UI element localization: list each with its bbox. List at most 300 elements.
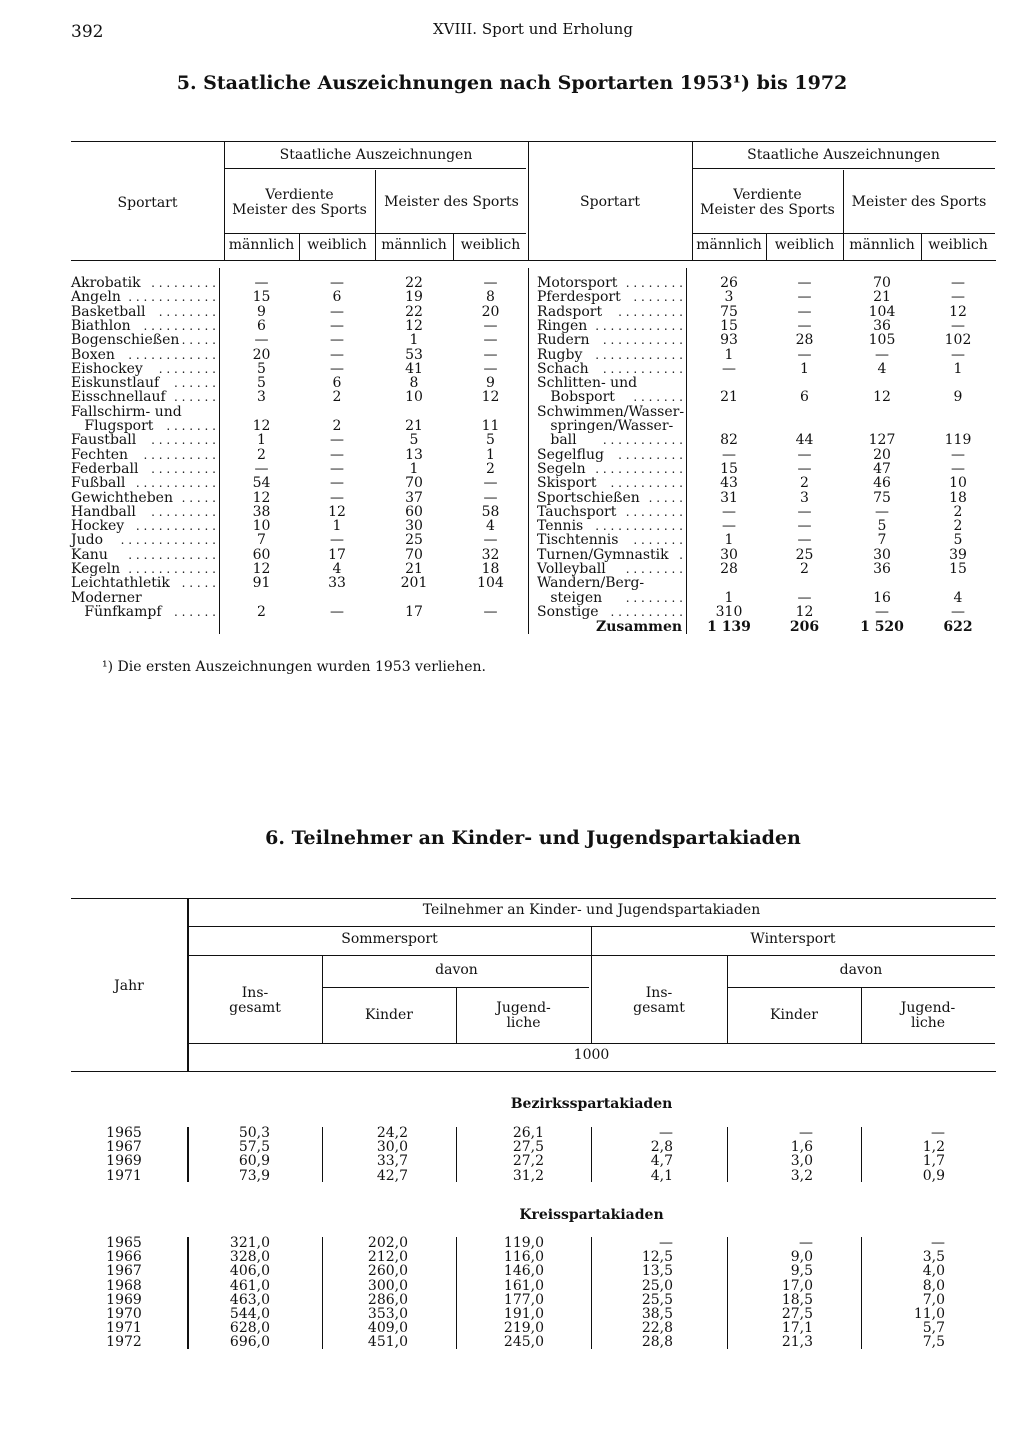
t6-row-value: 50,3	[238, 1125, 270, 1141]
t5-row-value: 36	[873, 561, 891, 577]
t5-row-value: 47	[873, 460, 891, 477]
t5-total-value: 1 520	[860, 619, 904, 635]
t5-row-value: —	[722, 518, 736, 535]
t5-sportart-header-left: Sportart	[117, 195, 178, 211]
t5-row-leader: . . . . . . . . . . .	[132, 476, 216, 491]
t5-row-value: —	[875, 346, 889, 363]
t5-row-leader: . . . . . . . . . .	[606, 604, 683, 619]
t5-row-value: 12	[252, 561, 271, 577]
t5-row-leader: . . . . . . . . .	[147, 433, 216, 448]
t5-row-label: Schach	[537, 360, 589, 377]
t5-row-label: Kegeln	[71, 561, 121, 577]
t5-row-value: 2	[332, 389, 342, 406]
t5-sportart-header-right: Sportart	[580, 194, 640, 210]
t5-row-label: Tauchsport	[537, 503, 617, 520]
t5-row-value: 30	[720, 546, 738, 563]
t5-row-value: —	[951, 275, 965, 291]
t5-row-value: 17	[405, 603, 423, 620]
t5-row-leader: . . . . . . . . . . . . .	[116, 533, 216, 548]
t5-row-label: Skisport	[537, 475, 597, 492]
t6-row-year: 1966	[106, 1249, 142, 1266]
t6-row-value: 13,5	[641, 1263, 673, 1280]
t5-row-value: 10	[252, 518, 271, 535]
t6-row-year: 1970	[106, 1306, 142, 1322]
t5-row-leader: . . . . .	[177, 576, 216, 591]
t5-row-leader: . . . . . . . . . .	[139, 318, 216, 333]
t6-row-value: 628,0	[229, 1320, 270, 1337]
t5-verdiente-header-right-1: Verdiente	[733, 187, 802, 203]
t6-row-value: 28,8	[641, 1334, 673, 1351]
t6-row-value: 21,3	[781, 1334, 813, 1351]
t5-row-label: Faustball	[71, 432, 137, 449]
t5-total-value: 1 139	[707, 619, 751, 635]
t5-row-value: 20	[873, 446, 891, 463]
t5-row-value: —	[951, 317, 965, 334]
t6-insgesamt-header-1a: Ins-	[241, 985, 269, 1001]
t5-row-value: 15	[720, 317, 738, 334]
t5-m-header-2: männlich	[381, 237, 447, 253]
t5-row-value: 119	[944, 432, 972, 449]
t5-row-leader: . . . . . . . . . . . .	[124, 290, 216, 305]
t5-row-leader: . . . . . . . .	[154, 304, 216, 319]
t5-row-label: Eishockey	[71, 360, 143, 377]
t5-row-label: Volleyball	[537, 561, 606, 577]
t6-row-value: 146,0	[503, 1263, 544, 1280]
t6-row-value: 191,0	[503, 1306, 544, 1322]
t6-row-value: 27,5	[512, 1139, 544, 1156]
t5-row-value: —	[330, 460, 344, 477]
t5-footnote: ¹) Die ersten Auszeichnungen wurden 1953 verliehen.	[102, 659, 486, 675]
t5-row-value: —	[330, 360, 344, 377]
t6-row-value: 409,0	[367, 1320, 408, 1337]
t6-row-value: 544,0	[229, 1306, 270, 1322]
t5-row-leader: . . . . . . . . . . . .	[591, 461, 683, 476]
t5-row-value: 2	[953, 518, 963, 535]
t5-row-label: Bogenschießen	[71, 332, 180, 349]
t5-row-value: 5	[486, 432, 495, 449]
t6-row-year: 1969	[106, 1153, 142, 1170]
t5-row-value: —	[797, 589, 812, 606]
t5-row-label: Rugby	[537, 346, 583, 363]
t5-row-value: —	[797, 289, 812, 306]
t5-row-value: 9	[486, 375, 495, 392]
t5-row-value: 12	[949, 303, 967, 320]
t5-row-value: 46	[873, 475, 891, 492]
t5-row-value: 2	[800, 475, 809, 492]
t5-row-value: 6	[800, 389, 809, 406]
t5-row-leader: . . . . . . . . . . . .	[591, 347, 683, 362]
t5-row-label: Akrobatik	[71, 275, 141, 291]
t5-row-value: 105	[868, 332, 896, 349]
t6-row-year: 1971	[106, 1320, 142, 1337]
t6-row-value: 11,0	[913, 1306, 945, 1322]
t6-row-value: 116,0	[503, 1249, 544, 1266]
t5-row-label: Boxen	[71, 346, 115, 363]
t5-row-leader: . . . . . .	[170, 376, 216, 391]
t5-row-value: 37	[405, 489, 423, 506]
t5-row-value: 127	[868, 432, 896, 449]
t5-row-label: Fallschirm- und	[71, 403, 182, 420]
t5-row-value: 75	[720, 303, 738, 320]
t5-row-label: Leichtathletik	[71, 575, 170, 592]
t6-jugend-header-1a: Jugend-	[496, 1000, 551, 1016]
t5-row-value: 16	[873, 589, 891, 606]
t5-row-value: 12	[252, 418, 271, 434]
t5-row-value: 6	[332, 375, 342, 392]
t5-row-value: 44	[795, 432, 814, 449]
t5-row-value: —	[797, 446, 812, 463]
t5-row-value: —	[254, 460, 269, 477]
t6-row-value: 22,8	[641, 1320, 673, 1337]
t5-row-label: Gewichtheben	[71, 489, 173, 506]
t6-row-value: 1,7	[922, 1153, 945, 1170]
t5-row-label: Judo	[71, 532, 104, 549]
running-head: XVIII. Sport und Erholung	[433, 20, 633, 38]
t6-row-value: 73,9	[238, 1167, 270, 1184]
t5-row-value: 31	[720, 489, 738, 506]
t5-row-value: —	[483, 346, 498, 363]
t5-row-value: 15	[252, 289, 271, 306]
t6-insgesamt-header-1b: gesamt	[229, 1000, 281, 1016]
t5-row-leader: . . . . . . . . . . .	[132, 519, 216, 534]
t5-row-value: —	[797, 460, 812, 477]
t5-row-leader: . . . . . . . . . . . .	[591, 519, 683, 534]
t5-row-value: —	[254, 275, 269, 291]
t6-row-value: 60,9	[238, 1153, 270, 1170]
t5-row-value: 91	[252, 575, 271, 592]
t6-row-value: 4,0	[922, 1263, 945, 1280]
t5-row-value: —	[797, 346, 812, 363]
t5-row-value: 5	[257, 360, 266, 377]
t5-row-value: —	[951, 460, 965, 477]
t6-row-value: 27,5	[781, 1306, 813, 1322]
t5-row-value: 70	[405, 475, 423, 492]
t6-davon-header-1: davon	[435, 962, 478, 978]
t5-row-value: 32	[481, 546, 500, 563]
t6-row-value: 0,9	[922, 1167, 945, 1184]
table6-title: 6. Teilnehmer an Kinder- und Jugendspartakiaden	[265, 827, 801, 849]
t5-row-value: 38	[252, 503, 271, 520]
t6-row-value: 25,5	[641, 1291, 673, 1308]
t6-row-value: 7,0	[922, 1291, 945, 1308]
t6-kinder-header-1: Kinder	[365, 1007, 413, 1023]
t6-row-value: 17,1	[781, 1320, 813, 1337]
t6-row-value: 353,0	[367, 1306, 408, 1322]
t6-row-value: 2,8	[650, 1139, 673, 1156]
t5-row-label: Rudern	[537, 332, 590, 349]
t5-row-value: 93	[720, 332, 738, 349]
t5-row-value: 1	[724, 532, 734, 549]
t5-row-value: —	[797, 275, 812, 291]
t5-m-header-3: männlich	[696, 237, 762, 253]
t5-row-value: —	[722, 446, 736, 463]
t5-row-leader: . . . . . . . . . . .	[599, 333, 683, 348]
t6-row-value: 219,0	[503, 1320, 544, 1337]
t5-row-value: 2	[257, 446, 266, 463]
t6-row-value: 12,5	[641, 1249, 673, 1266]
t5-row-value: 12	[873, 389, 891, 406]
t6-row-value: 245,0	[503, 1334, 544, 1351]
t5-row-leader: . . . . . . . . . .	[606, 476, 683, 491]
t5-row-value: 20	[481, 303, 500, 320]
t6-row-value: 260,0	[367, 1263, 408, 1280]
t5-row-value: 12	[252, 489, 271, 506]
t6-row-value: 3,0	[790, 1153, 813, 1170]
t5-row-value: 60	[252, 546, 271, 563]
t5-row-value: 5	[953, 532, 963, 549]
t5-row-value: 18	[481, 561, 500, 577]
t5-row-label: Basketball	[71, 303, 146, 320]
t5-row-value: 21	[405, 561, 423, 577]
t5-row-leader: . . . . . . . . . .	[139, 447, 216, 462]
t5-row-value: 2	[953, 503, 963, 520]
t5-row-value: 3	[800, 489, 809, 506]
t5-row-value: 58	[481, 503, 500, 520]
t6-row-value: 31,2	[512, 1167, 544, 1184]
t5-row-value: 2	[800, 561, 809, 577]
t5-row-value: 8	[409, 375, 419, 392]
t5-row-value: 7	[877, 532, 887, 549]
t5-verdiente-header-right-2: Meister des Sports	[700, 202, 835, 218]
t6-row-value: 119,0	[503, 1235, 544, 1251]
t6-row-year: 1965	[106, 1235, 142, 1251]
t5-row-value: 36	[873, 317, 891, 334]
t5-row-label: Pferdesport	[537, 289, 621, 306]
t5-meister-header-left: Meister des Sports	[384, 194, 519, 210]
t5-row-leader: . . . . . . .	[162, 419, 216, 433]
t6-row-value: 42,7	[376, 1167, 408, 1184]
t5-group-header-left: Staatliche Auszeichnungen	[279, 147, 473, 163]
t5-row-leader: . . . . . . . . .	[614, 304, 683, 319]
t5-row-leader: . . . . . . . . . . .	[599, 361, 683, 376]
t5-row-value: 19	[405, 289, 423, 306]
t5-row-value: 1	[409, 460, 419, 477]
t6-kinder-header-2: Kinder	[770, 1007, 818, 1023]
t5-row-value: 4	[332, 561, 342, 577]
t5-row-leader: . . . . . . .	[629, 290, 683, 305]
t5-row-value: 26	[720, 275, 738, 291]
t5-row-value: 60	[405, 503, 423, 520]
t5-row-label: Segelflug	[537, 446, 604, 463]
t6-row-value: 461,0	[229, 1277, 270, 1294]
t5-row-value: —	[330, 275, 344, 291]
t6-row-year: 1965	[106, 1125, 142, 1141]
t5-row-value: 10	[405, 389, 423, 406]
t6-davon-header-2: davon	[839, 962, 883, 978]
t6-row-value: 57,5	[238, 1139, 270, 1156]
t5-row-value: —	[330, 532, 344, 549]
t5-row-value: —	[483, 489, 498, 506]
t5-row-label: Schwimmen/Wasser-	[537, 403, 685, 420]
t5-row-label: Eisschnellauf	[71, 389, 166, 406]
t5-row-value: 6	[257, 317, 266, 334]
t5-verdiente-header-left-2: Meister des Sports	[232, 202, 367, 218]
t5-w-header-2: weiblich	[460, 237, 521, 253]
t5-row-value: —	[722, 503, 736, 520]
t5-row-value: 8	[486, 289, 495, 306]
t6-row-value: —	[799, 1125, 813, 1141]
t5-row-value: —	[330, 346, 344, 363]
t5-row-value: 9	[953, 389, 963, 406]
t5-row-value: 22	[405, 275, 423, 291]
t5-row-value: —	[483, 603, 498, 620]
t5-row-label: Sonstige	[537, 603, 599, 620]
t6-row-year: 1971	[106, 1167, 142, 1184]
t6-row-year: 1972	[106, 1334, 142, 1351]
t5-row-value: 15	[720, 460, 738, 477]
t6-row-value: 24,2	[376, 1125, 408, 1141]
t5-row-label: springen/Wasser-	[537, 418, 674, 434]
table5-title: 5. Staatliche Auszeichnungen nach Sportarten 1953¹) bis 1972	[176, 72, 848, 94]
t6-row-value: —	[799, 1235, 813, 1251]
t6-row-value: 7,5	[922, 1334, 945, 1351]
t5-row-leader: . . . . . . . .	[621, 276, 683, 290]
t6-row-value: 212,0	[367, 1249, 408, 1266]
t5-row-label: Radsport	[537, 303, 603, 320]
t5-row-value: 17	[328, 546, 346, 563]
t6-row-value: 328,0	[229, 1249, 270, 1266]
t6-row-value: 696,0	[229, 1334, 270, 1351]
t5-row-value: 6	[332, 289, 342, 306]
t6-row-year: 1967	[106, 1263, 142, 1280]
t5-row-value: 2	[486, 460, 495, 477]
t5-row-leader: . . . . . . . .	[621, 504, 683, 519]
t5-row-value: —	[797, 503, 812, 520]
t5-row-value: 1	[486, 446, 495, 463]
t5-m-header-4: männlich	[849, 237, 915, 253]
t5-row-value: 25	[795, 546, 814, 563]
t5-row-value: 1	[332, 518, 342, 535]
t5-row-leader: . . . . . . . . .	[147, 461, 216, 476]
t6-row-value: 4,1	[650, 1167, 673, 1184]
t6-row-value: —	[931, 1235, 945, 1251]
t5-row-value: 33	[328, 575, 346, 592]
t6-row-value: —	[931, 1125, 945, 1141]
t5-row-label: Flugsport	[71, 418, 154, 434]
t6-jahr-header: Jahr	[114, 978, 144, 994]
t6-jugend-header-2a: Jugend-	[900, 1000, 956, 1016]
t5-row-label: Biathlon	[71, 317, 131, 334]
t5-meister-header-right: Meister des Sports	[851, 194, 987, 210]
t5-row-value: —	[483, 332, 498, 349]
t6-row-value: 26,1	[512, 1125, 544, 1141]
t5-row-value: 18	[949, 489, 967, 506]
t6-row-value: 321,0	[229, 1235, 270, 1251]
t5-row-label: Wandern/Berg-	[537, 575, 645, 592]
t6-row-value: 9,0	[790, 1249, 813, 1266]
t6-row-value: —	[659, 1125, 673, 1141]
t5-row-leader: . . . . . . . . . . . .	[124, 347, 216, 362]
t5-row-leader: . . . . . .	[170, 390, 216, 405]
t6-row-year: 1968	[106, 1277, 142, 1294]
t5-row-leader: . . . . .	[644, 490, 683, 505]
t5-row-value: 22	[405, 303, 423, 320]
t5-row-label: Tischtennis	[537, 532, 619, 549]
t6-jugend-header-1b: liche	[506, 1015, 541, 1031]
t5-row-leader: . . . . . . .	[629, 390, 683, 405]
t5-row-value: —	[875, 603, 889, 620]
t5-row-value: 1	[257, 432, 266, 449]
t5-row-value: —	[483, 317, 498, 334]
t5-row-value: 104	[868, 303, 896, 320]
t5-row-value: —	[330, 603, 344, 620]
t5-row-label: Moderner	[71, 589, 142, 606]
t5-row-value: 5	[409, 432, 419, 449]
t5-row-value: —	[951, 346, 965, 363]
t6-row-value: 3,5	[922, 1249, 945, 1266]
t6-row-value: 38,5	[641, 1306, 673, 1322]
t5-row-value: —	[722, 360, 736, 377]
t6-section-title: Kreisspartakiaden	[519, 1207, 664, 1223]
t6-row-value: 30,0	[376, 1139, 408, 1156]
t6-row-value: 3,2	[790, 1167, 813, 1184]
t5-verdiente-header-left-1: Verdiente	[265, 187, 334, 203]
t6-row-value: 161,0	[503, 1277, 544, 1294]
t5-row-value: —	[797, 518, 812, 535]
t5-row-value: —	[483, 275, 498, 291]
t5-row-leader: . . . . .	[177, 333, 216, 348]
t6-row-value: 9,5	[790, 1263, 813, 1280]
t6-row-value: 5,7	[922, 1320, 945, 1337]
t5-row-leader: . . . . . . . . . . . .	[591, 318, 683, 333]
t5-row-value: 4	[953, 589, 963, 606]
t5-row-value: 201	[400, 575, 428, 592]
t6-sommer-header: Sommersport	[341, 931, 438, 947]
t5-row-label: Ringen	[537, 317, 588, 334]
t5-row-value: 1	[800, 360, 809, 377]
t5-row-value: —	[875, 503, 889, 520]
t5-m-header-1: männlich	[228, 237, 295, 253]
t5-row-value: 13	[405, 446, 423, 463]
t6-insgesamt-header-2b: gesamt	[633, 1000, 685, 1016]
t6-row-value: 406,0	[229, 1263, 270, 1280]
t5-row-value: 30	[405, 518, 423, 535]
t5-row-leader: . . . . . . . . . . . .	[124, 562, 216, 576]
t5-row-label: Segeln	[537, 460, 586, 477]
t5-row-value: 2	[257, 603, 266, 620]
t5-row-value: 3	[257, 389, 266, 406]
t5-row-leader: . . . . .	[177, 490, 216, 505]
t6-row-value: 4,7	[650, 1153, 673, 1170]
t5-row-value: —	[483, 475, 498, 492]
t5-row-label: Hockey	[71, 518, 125, 535]
t5-row-value: 10	[949, 475, 967, 492]
t5-row-value: 12	[481, 389, 500, 406]
t6-row-value: 17,0	[781, 1277, 813, 1294]
t5-row-value: 11	[481, 418, 500, 434]
t5-row-value: 102	[944, 332, 972, 349]
t5-row-value: 5	[257, 375, 266, 392]
t5-total-label: Zusammen	[596, 619, 683, 635]
t6-section-title: Bezirksspartakiaden	[510, 1096, 673, 1112]
t5-row-value: 43	[720, 475, 738, 492]
t5-row-value: —	[330, 446, 344, 463]
t5-row-value: 28	[720, 561, 738, 577]
t5-row-leader: . . . . . . . .	[621, 590, 683, 605]
t5-w-header-1: weiblich	[307, 237, 367, 253]
t5-row-value: 5	[877, 518, 887, 535]
t5-row-value: 25	[405, 532, 423, 549]
t6-row-value: 286,0	[367, 1291, 408, 1308]
t5-w-header-3: weiblich	[774, 237, 835, 253]
t5-row-value: 1	[409, 332, 419, 349]
t6-row-value: —	[659, 1235, 673, 1251]
t5-row-value: 82	[720, 432, 738, 449]
t5-row-label: steigen	[537, 589, 603, 606]
t5-row-value: 15	[949, 561, 967, 577]
t5-row-label: Federball	[71, 460, 139, 477]
t5-row-label: Angeln	[71, 289, 121, 306]
